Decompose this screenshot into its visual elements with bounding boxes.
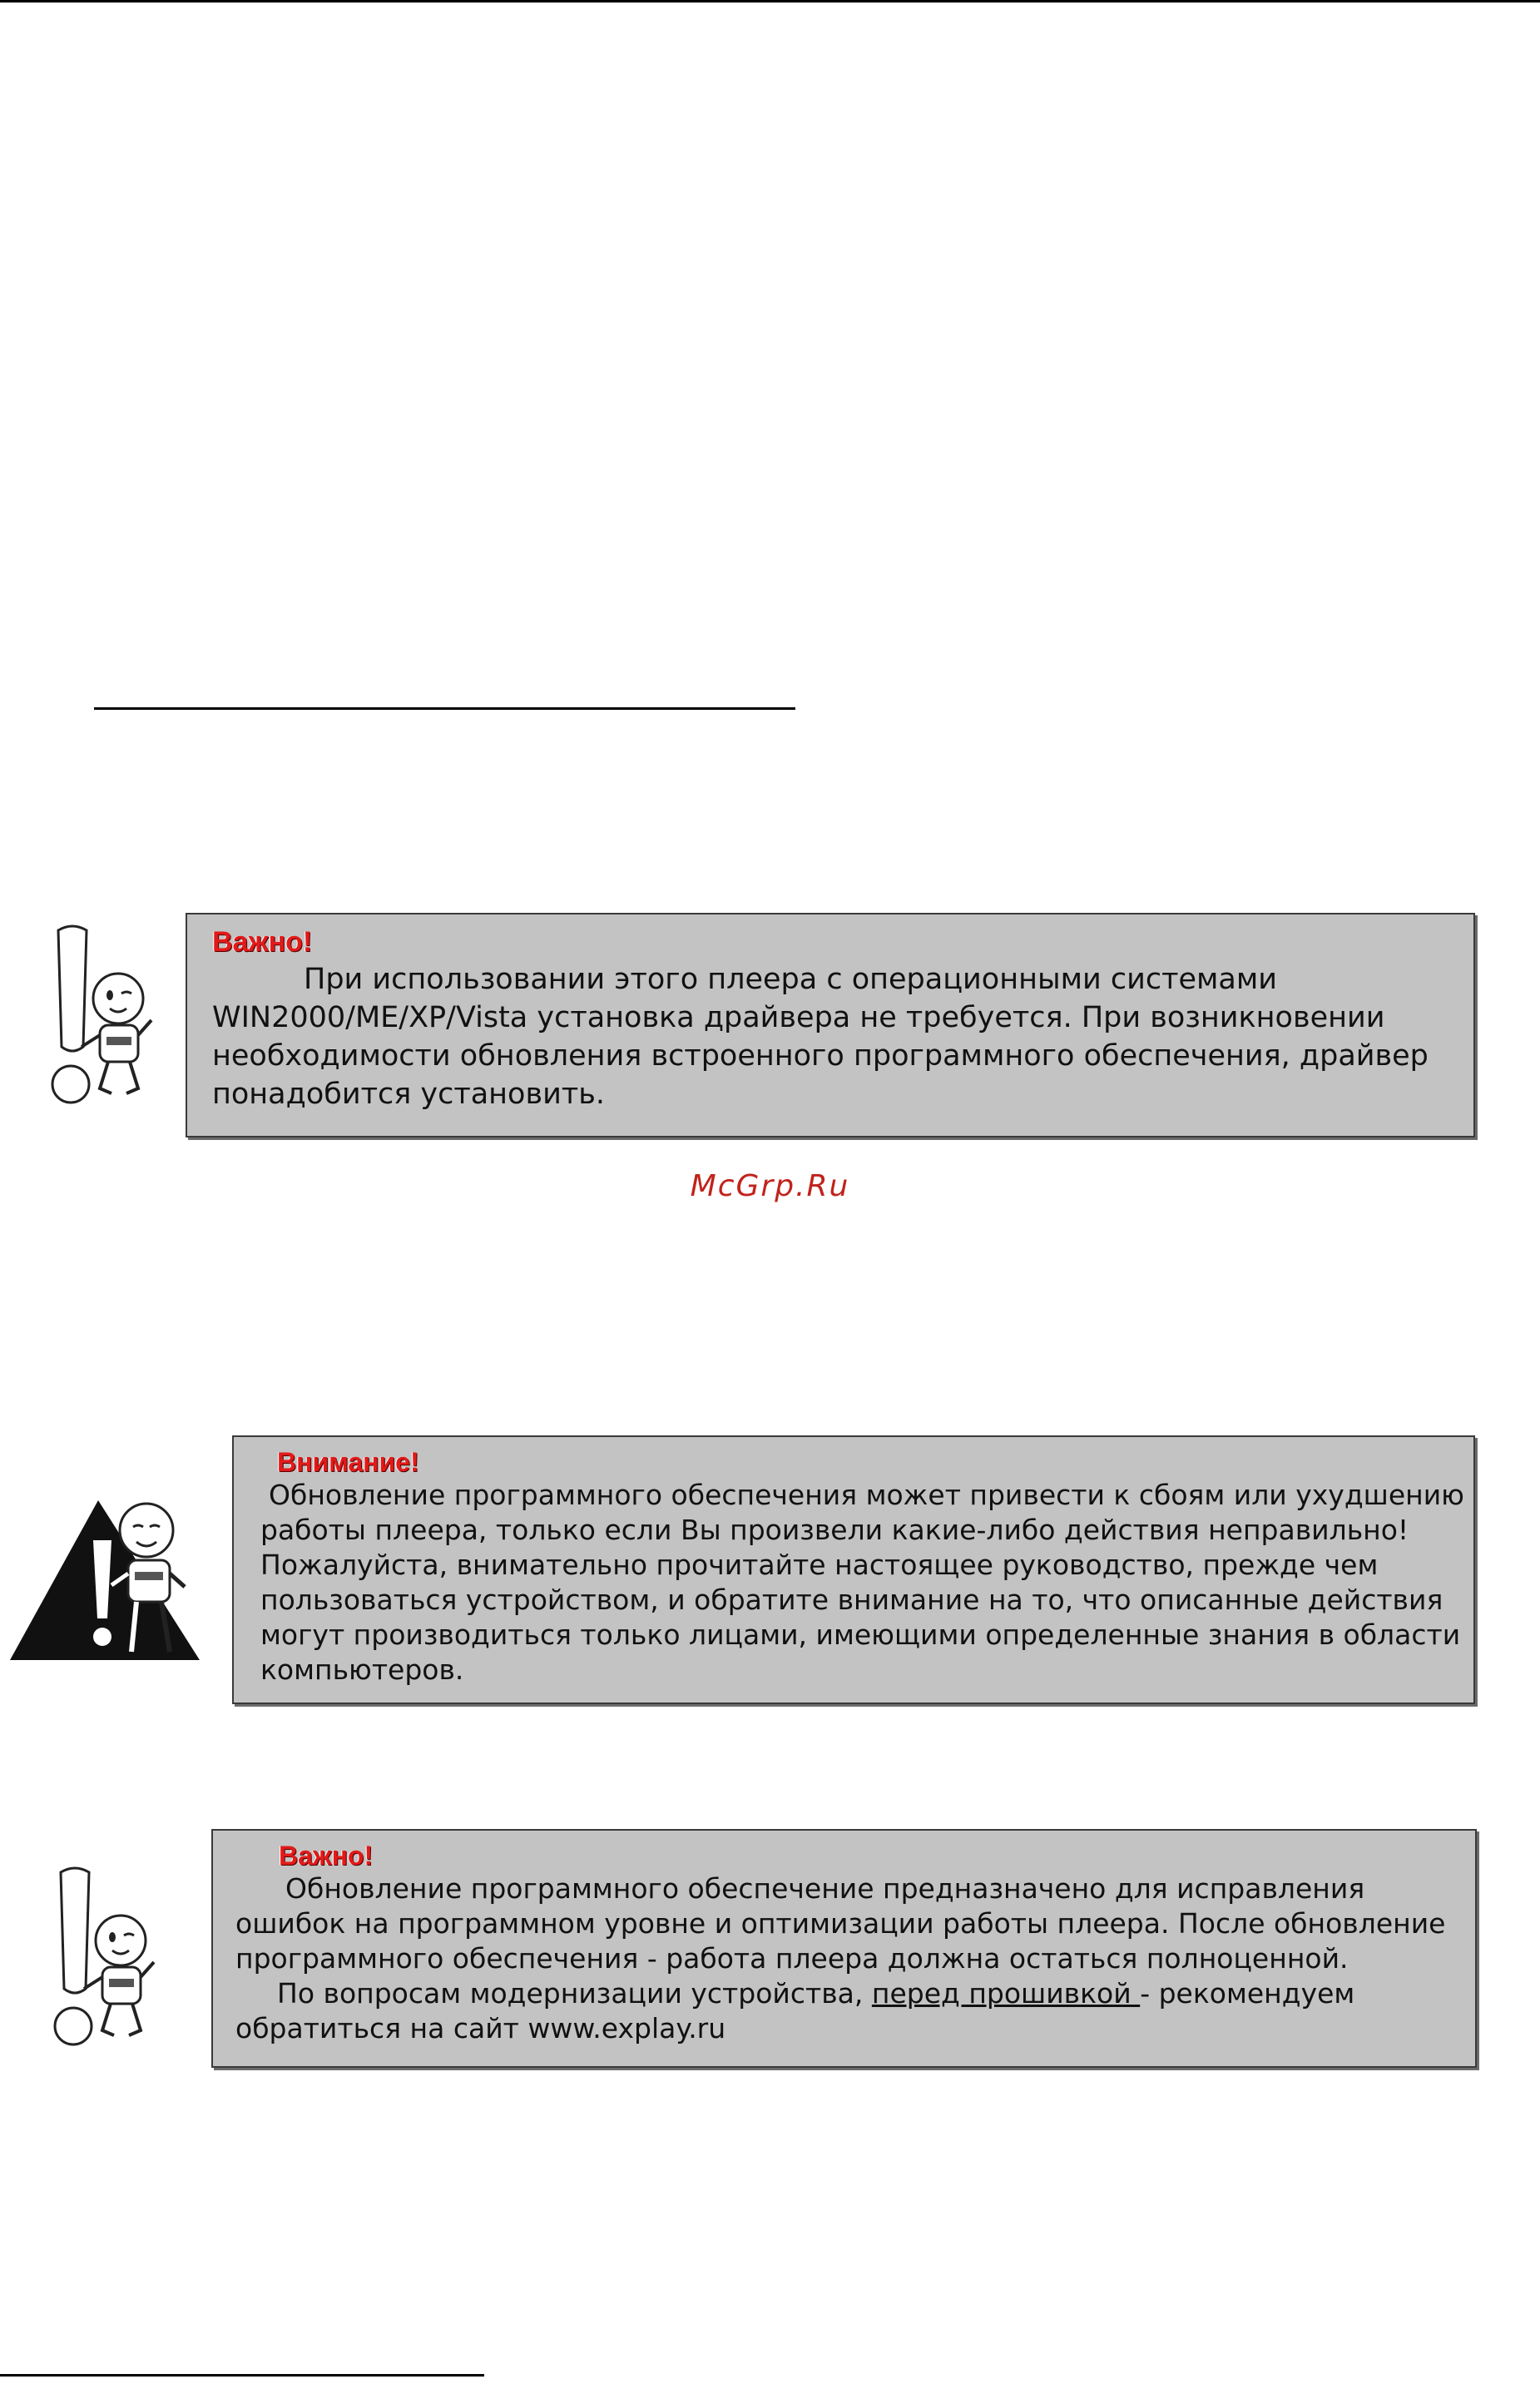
important-notice [211,1829,1477,2068]
underlined-phrase: перед прошивкой [871,1977,1141,2010]
warning-notice [232,1435,1475,1704]
notice-paragraph [235,1976,1475,2046]
notice-text-segment: - рекомендуем обратиться на сайт www.explay.ru [235,1977,1355,2044]
exclamation-robot-icon [37,1864,162,2049]
notice-text: При использовании этого плеера с операционными системами WIN2000/ME/XP/Vista установка драйвера не требуется. При возникновении необходимости обновления встроенного программного обеспечения, драйвер понадобится установить. [212,963,1429,1111]
watermark: McGrp.Ru [690,1169,850,1203]
footnote-rule [0,2374,484,2377]
important-notice [186,913,1475,1137]
section-rule [94,707,795,710]
notice-title: Внимание! [277,1447,419,1477]
notice-text: Обновление программного обеспечения может привести к сбоям или ухудшению работы плеера, только если Вы произвели какие-либо действия неправильно! Пожалуйста, внимательно прочитайте настоящее руководство, прежде чем пользоваться устройством, и обратите внимание на то, что описанные действия могут производиться только лицами, имеющими определенные знания в области компьютеров. [260,1479,1464,1686]
top-rule [0,0,1540,2]
exclamation-robot-icon [35,922,160,1107]
notice-title: Важно! [279,1841,374,1871]
notice-paragraph: Обновление программного обеспечение предназначено для исправления ошибок на программном уровне и оптимизации работы плеера. После обновление программного обеспечения - работа плеера должна остаться полноценной. [235,1872,1446,1975]
notice-title: Важно! [212,926,313,958]
notice-text-segment: По вопросам модернизации устройства, [277,1977,872,2010]
warning-triangle-robot-icon [7,1494,203,1665]
